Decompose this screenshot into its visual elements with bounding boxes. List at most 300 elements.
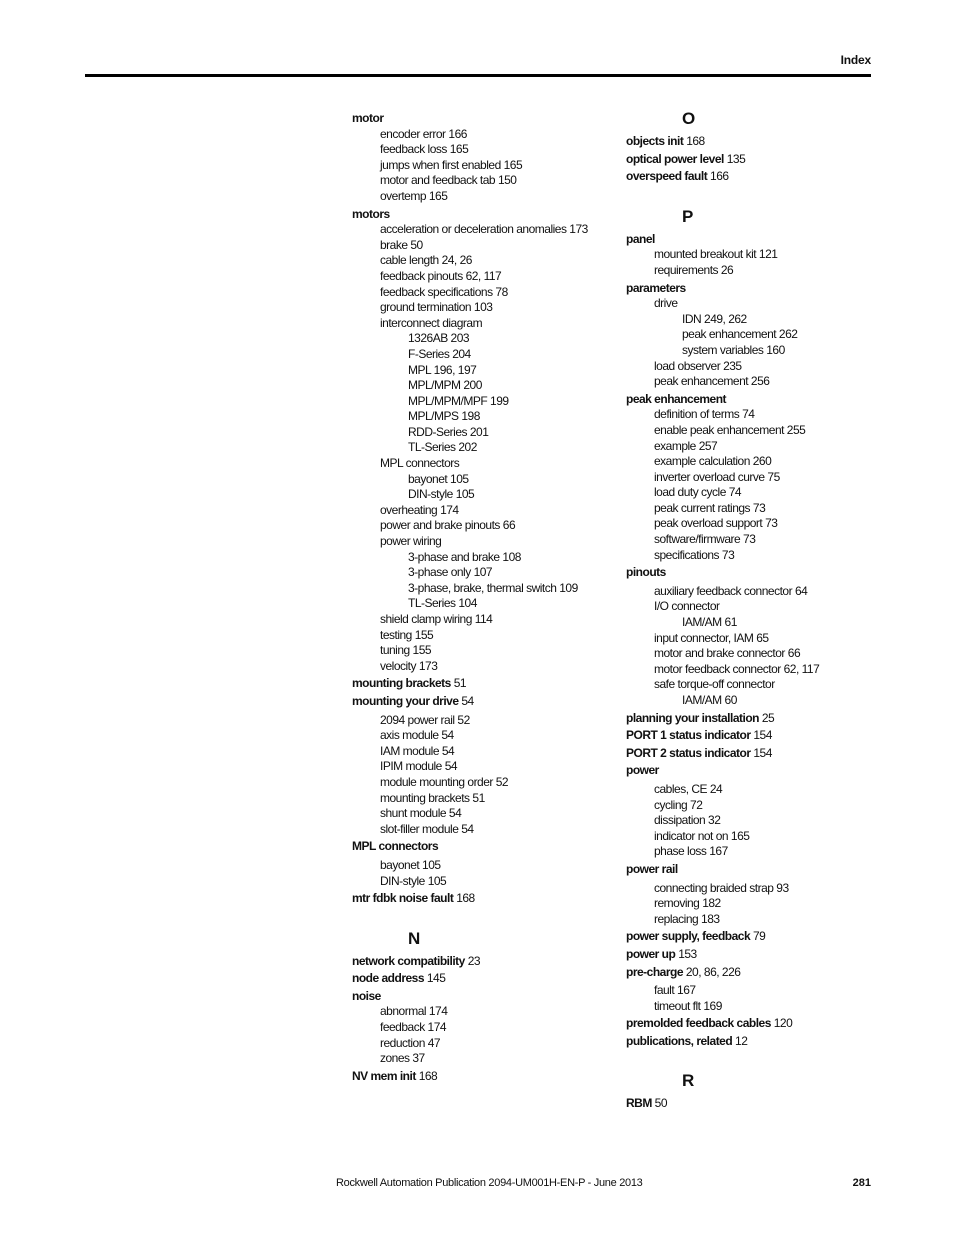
index-page-refs[interactable]: 50 (654, 1096, 668, 1111)
index-page-refs[interactable]: 174 (440, 502, 459, 517)
index-page-refs[interactable]: 74 (728, 485, 742, 500)
index-page-refs[interactable]: 93 (776, 880, 789, 895)
index-page-refs[interactable]: 166 (448, 126, 467, 141)
index-term: pinouts (626, 565, 666, 580)
index-page-refs[interactable]: 105 (427, 873, 447, 888)
index-page-refs[interactable]: 103 (473, 300, 493, 315)
index-term: encoder error (380, 126, 446, 141)
index-term: software/firmware (654, 532, 741, 547)
index-entry (626, 232, 888, 248)
index-term: bayonet (408, 471, 448, 486)
index-page-refs[interactable]: 255 (786, 422, 806, 437)
index-subentry (626, 615, 888, 631)
index-page-refs[interactable]: 50 (410, 237, 423, 252)
index-page-refs[interactable]: 26 (720, 262, 734, 277)
index-subentry (626, 631, 888, 647)
index-entry (626, 862, 888, 878)
index-term: mounting brackets (380, 790, 470, 805)
index-subentry (626, 454, 888, 470)
index-page-refs[interactable]: 107 (473, 565, 493, 580)
index-subentry (352, 238, 614, 254)
index-subentry (626, 359, 888, 375)
header-rule (85, 74, 871, 77)
index-entry (352, 839, 614, 855)
index-term: inverter overload curve (654, 469, 765, 484)
index-page-refs[interactable]: 120 (773, 1016, 793, 1031)
index-term: motor (352, 111, 384, 125)
index-term: publications, related (626, 1033, 733, 1048)
index-entry (352, 694, 614, 710)
index-term: bayonet (380, 857, 420, 872)
index-subentry (352, 1051, 614, 1067)
index-page-refs[interactable]: 54 (461, 693, 474, 708)
index-subentry (626, 798, 888, 814)
index-subentry (352, 1020, 614, 1036)
index-page-refs[interactable]: 168 (418, 1068, 438, 1083)
index-subentry (352, 503, 614, 519)
index-page-refs[interactable]: 60 (724, 693, 737, 707)
index-subentry (352, 759, 614, 775)
index-page-refs[interactable]: 167 (677, 983, 696, 998)
index-term: definition of terms (654, 407, 740, 422)
index-term: drive (654, 296, 678, 311)
index-subentry (352, 822, 614, 838)
index-term: I/O connector (654, 599, 720, 614)
index-term: overtemp (380, 188, 427, 203)
index-page-refs[interactable]: 73 (752, 500, 766, 515)
index-page-refs[interactable]: 235 (723, 358, 742, 373)
index-term: dissipation (654, 813, 706, 828)
index-subentry (626, 813, 888, 829)
index-entry (626, 1016, 888, 1032)
index-subentry (626, 296, 888, 312)
index-term: power rail (626, 861, 678, 876)
index-page-refs[interactable]: 54 (441, 743, 455, 758)
index-term: RBM (626, 1096, 652, 1111)
index-subentry (352, 173, 614, 189)
index-page-refs[interactable]: 165 (449, 142, 469, 157)
index-term: peak overload support (654, 516, 763, 531)
index-term: safe torque-off connector (654, 677, 775, 692)
index-entry (626, 929, 888, 945)
index-subentry (626, 912, 888, 928)
index-page-refs[interactable]: 24 (709, 781, 723, 796)
index-term: ground termination (380, 300, 472, 315)
index-page-refs[interactable]: 160 (766, 342, 785, 357)
index-column-left (352, 109, 614, 1084)
index-term: fault (654, 983, 675, 998)
index-subentry (626, 439, 888, 455)
index-page-refs[interactable]: 73 (721, 547, 735, 562)
index-subentry (626, 374, 888, 390)
index-term: peak enhancement (654, 374, 749, 389)
index-term: DIN-style (408, 487, 453, 502)
index-term: interconnect diagram (380, 315, 483, 330)
index-term: mtr fdbk noise fault (352, 891, 454, 906)
index-page-refs[interactable]: 155 (412, 643, 432, 658)
index-term: MPL/MPS (408, 409, 459, 424)
index-term: parameters (626, 280, 686, 295)
index-page-refs[interactable]: 12 (735, 1033, 748, 1048)
index-term: overspeed fault (626, 169, 708, 184)
index-term: IPIM module (380, 759, 442, 774)
index-term: timeout flt (654, 998, 701, 1013)
index-page-refs[interactable]: 64 (794, 583, 808, 598)
index-term: brake (380, 237, 408, 252)
index-page-refs[interactable]: 47 (427, 1035, 441, 1050)
index-term: zones (380, 1051, 410, 1066)
index-subentry (352, 347, 614, 363)
index-entry (626, 134, 888, 150)
index-term: MPL connectors (352, 839, 439, 854)
index-page-refs[interactable]: 65 (756, 630, 769, 645)
index-subentry (626, 470, 888, 486)
index-page-refs[interactable]: 200 (463, 378, 482, 393)
index-entry (626, 728, 888, 744)
index-page-refs[interactable]: 169 (703, 998, 722, 1013)
index-term: feedback pinouts (380, 268, 463, 283)
index-term: network compatibility (352, 953, 465, 968)
index-entry (352, 676, 614, 692)
index-page-refs[interactable]: 23 (467, 953, 481, 968)
index-entry (626, 947, 888, 963)
index-entry (352, 1069, 614, 1085)
index-subentry (352, 565, 614, 581)
index-subentry (352, 440, 614, 456)
index-term: load duty cycle (654, 485, 726, 500)
index-subentry (352, 643, 614, 659)
index-page-refs[interactable]: 20, 86, 226 (685, 964, 741, 979)
index-entry (352, 891, 614, 907)
index-entry (626, 1096, 888, 1112)
index-term: overheating (380, 502, 438, 517)
index-subentry (352, 791, 614, 807)
index-term: 3-phase and brake (408, 549, 500, 564)
index-entry (352, 111, 614, 127)
index-page-refs[interactable]: 154 (753, 745, 772, 760)
index-term: motor and brake connector (654, 646, 785, 661)
index-term: RDD-Series (408, 424, 468, 439)
index-page-refs[interactable]: 66 (787, 646, 801, 661)
index-entry (626, 169, 888, 185)
index-subentry (626, 646, 888, 662)
index-subentry (626, 485, 888, 501)
index-subentry (626, 312, 888, 328)
index-subentry (352, 472, 614, 488)
index-page-refs[interactable]: 72 (690, 797, 703, 812)
index-page-refs[interactable]: 105 (450, 471, 469, 486)
index-term: tuning (380, 643, 410, 658)
index-subentry (352, 1036, 614, 1052)
index-subentry (626, 247, 888, 263)
index-term: feedback loss (380, 142, 447, 157)
index-page-refs[interactable]: 121 (758, 247, 778, 262)
index-term: system variables (682, 342, 764, 357)
page-number: 281 (852, 1177, 871, 1189)
index-term: specifications (654, 547, 720, 562)
index-term: feedback (380, 1020, 425, 1035)
index-subentry (626, 327, 888, 343)
index-page-refs[interactable]: 54 (461, 821, 474, 836)
index-term: 3-phase only (408, 565, 471, 580)
index-term: IAM/AM (682, 615, 722, 630)
index-term: peak enhancement (626, 391, 727, 406)
index-page-refs[interactable]: 104 (458, 596, 477, 611)
index-page-refs[interactable]: 79 (753, 929, 766, 944)
index-page-refs[interactable]: 135 (726, 151, 746, 166)
index-page-refs[interactable]: 154 (753, 728, 772, 743)
index-page-refs[interactable]: 203 (450, 331, 470, 346)
index-page-refs[interactable]: 73 (765, 516, 778, 531)
index-page-refs[interactable]: 262 (778, 327, 798, 342)
index-column-right (626, 109, 888, 1112)
index-letter-heading: R (682, 1071, 694, 1091)
index-page-refs[interactable]: 114 (474, 612, 493, 626)
index-subentry (626, 343, 888, 359)
index-term: TL-Series (408, 440, 456, 455)
index-term: shield clamp wiring (380, 612, 472, 626)
index-subentry (626, 423, 888, 439)
index-subentry (626, 516, 888, 532)
index-subentry (626, 548, 888, 564)
index-subentry (352, 158, 614, 174)
index-page-refs[interactable]: 183 (701, 911, 720, 926)
index-term: planning your installation (626, 710, 760, 725)
index-term: example (654, 438, 696, 453)
index-entry (626, 711, 888, 727)
index-term: node address (352, 971, 425, 986)
index-subentry (352, 269, 614, 285)
index-term: IAM/AM (682, 693, 722, 707)
index-term: MPL (408, 362, 431, 377)
index-page-refs[interactable]: 52 (495, 774, 509, 789)
index-term: peak current ratings (654, 500, 751, 515)
index-subentry (626, 407, 888, 423)
index-subentry (626, 677, 888, 693)
index-subentry (352, 285, 614, 301)
index-term: PORT 2 status indicator (626, 745, 751, 760)
index-term: cycling (654, 797, 688, 812)
index-subentry (626, 263, 888, 279)
index-subentry (352, 253, 614, 269)
index-page-refs[interactable]: 174 (427, 1020, 447, 1035)
index-subentry (352, 534, 614, 550)
index-subentry (352, 316, 614, 332)
index-subentry (352, 744, 614, 760)
index-subentry (352, 127, 614, 143)
index-page-refs[interactable]: 257 (698, 438, 718, 453)
index-page-refs[interactable]: 108 (502, 549, 521, 564)
index-page-refs[interactable]: 109 (559, 580, 578, 595)
index-page-refs[interactable]: 66 (502, 518, 516, 533)
index-letter-heading: N (408, 928, 420, 948)
index-entry (626, 763, 888, 779)
index-page-refs[interactable]: 105 (422, 857, 441, 872)
index-subentry (352, 456, 614, 472)
index-page-refs[interactable]: 52 (457, 712, 470, 727)
index-subentry (352, 222, 614, 238)
index-page-refs[interactable]: 168 (686, 134, 705, 148)
index-page-refs[interactable]: 153 (678, 946, 697, 961)
index-term: requirements (654, 262, 719, 277)
index-subentry (626, 662, 888, 678)
index-subentry (352, 628, 614, 644)
index-letter-heading: O (682, 109, 695, 128)
index-term: 1326AB (408, 331, 448, 346)
index-term: 2094 power rail (380, 712, 455, 727)
index-subentry (352, 874, 614, 890)
index-entry (626, 746, 888, 762)
index-page-refs[interactable]: 165 (428, 188, 448, 203)
index-entry (352, 989, 614, 1005)
index-term: panel (626, 231, 655, 246)
index-term: premolded feedback cables (626, 1016, 771, 1031)
index-term: cables, CE (654, 781, 708, 796)
index-page-refs[interactable]: 62, 117 (465, 268, 502, 283)
index-term: optical power level (626, 151, 724, 166)
index-subentry (352, 713, 614, 729)
index-page-refs[interactable]: 174 (428, 1004, 448, 1019)
index-subentry (626, 501, 888, 517)
index-page-refs[interactable]: 78 (495, 284, 508, 299)
index-term: axis module (380, 728, 439, 743)
index-term: power supply, feedback (626, 929, 751, 944)
index-subentry (626, 844, 888, 860)
index-subentry (352, 363, 614, 379)
index-page-refs[interactable]: 202 (458, 440, 477, 455)
index-term: feedback specifications (380, 284, 493, 299)
index-subentry (352, 487, 614, 503)
index-page-refs[interactable]: 167 (709, 844, 728, 859)
index-page-refs[interactable]: 25 (761, 710, 775, 725)
index-subentry (352, 518, 614, 534)
index-page-refs[interactable]: 73 (743, 532, 756, 547)
index-term: abnormal (380, 1004, 427, 1019)
index-term: F-Series (408, 346, 450, 361)
index-term: acceleration or deceleration anomalies (380, 222, 567, 237)
index-term: phase loss (654, 844, 707, 859)
index-page-refs[interactable]: 75 (767, 469, 780, 484)
index-page-refs[interactable]: 37 (412, 1051, 425, 1066)
index-subentry (626, 693, 888, 709)
index-page-refs[interactable]: 51 (472, 790, 485, 805)
index-term: objects init (626, 134, 684, 148)
index-term: MPL/MPM (408, 378, 461, 393)
index-term: replacing (654, 911, 699, 926)
index-term: cable length (380, 253, 439, 268)
index-page-refs[interactable]: 173 (569, 222, 588, 237)
index-page-refs[interactable]: 54 (448, 806, 462, 821)
index-term: power wiring (380, 534, 442, 549)
index-term: noise (352, 988, 381, 1003)
index-term: mounted breakout kit (654, 247, 757, 262)
index-subentry (626, 896, 888, 912)
index-page-refs[interactable]: 196, 197 (433, 362, 477, 377)
index-term: motors (352, 206, 390, 221)
index-term: indicator not on (654, 828, 729, 843)
index-page-refs[interactable]: 51 (453, 676, 467, 691)
index-subentry (626, 782, 888, 798)
index-term: removing (654, 896, 700, 911)
index-term: input connector, IAM (654, 630, 754, 645)
index-term: jumps when first enabled (380, 157, 501, 172)
index-subentry (626, 983, 888, 999)
index-page-refs[interactable]: 155 (414, 627, 434, 642)
index-subentry (352, 1004, 614, 1020)
index-term: TL-Series (408, 596, 456, 611)
index-subentry (626, 829, 888, 845)
index-term: peak enhancement (682, 327, 777, 342)
index-page-refs[interactable]: 24, 26 (441, 253, 472, 268)
index-page-refs[interactable]: 145 (426, 971, 446, 986)
index-term: MPL connectors (380, 456, 460, 471)
index-page-refs[interactable]: 54 (444, 759, 458, 774)
index-page-refs[interactable]: 166 (710, 169, 729, 184)
index-page-refs[interactable]: 201 (469, 424, 489, 439)
index-subentry (626, 532, 888, 548)
index-page-refs[interactable]: 165 (730, 828, 750, 843)
index-subentry (352, 550, 614, 566)
index-page-refs[interactable]: 54 (441, 728, 454, 743)
index-page-refs[interactable]: 256 (750, 374, 770, 389)
index-subentry (626, 881, 888, 897)
index-page-refs[interactable]: 204 (452, 346, 471, 361)
index-page-refs[interactable]: 199 (490, 393, 509, 408)
index-entry (626, 1034, 888, 1050)
index-term: IDN (682, 311, 702, 326)
index-subentry (626, 599, 888, 615)
index-subentry (352, 581, 614, 597)
index-term: auxiliary feedback connector (654, 583, 793, 598)
index-term: DIN-style (380, 873, 425, 888)
index-page-refs[interactable]: 32 (708, 813, 721, 828)
index-term: shunt module (380, 806, 447, 821)
index-entry (626, 152, 888, 168)
index-subentry (352, 300, 614, 316)
index-subentry (626, 584, 888, 600)
index-term: power up (626, 946, 676, 961)
index-letter-heading: P (682, 206, 693, 226)
index-subentry (352, 331, 614, 347)
index-term: pre-charge (626, 964, 684, 979)
index-term: slot-filler module (380, 821, 459, 836)
index-subentry (352, 142, 614, 158)
index-page-refs[interactable]: 74 (742, 407, 755, 422)
footer-publication: Rockwell Automation Publication 2094-UM001H-EN-P - June 2013 (336, 1177, 643, 1189)
index-subentry (352, 189, 614, 205)
index-page-refs[interactable]: 173 (418, 658, 438, 673)
index-term: NV mem init (352, 1068, 416, 1083)
index-page-refs[interactable]: 182 (702, 896, 721, 911)
index-page-refs[interactable]: 150 (497, 173, 517, 188)
index-subentry (352, 806, 614, 822)
index-page-refs[interactable]: 62, 117 (783, 661, 820, 676)
index-page-refs[interactable]: 165 (503, 157, 523, 172)
index-page-refs[interactable]: 168 (456, 891, 475, 906)
index-entry (626, 281, 888, 297)
index-subentry (352, 409, 614, 425)
index-term: velocity (380, 658, 417, 673)
index-term: MPL/MPM/MPF (408, 393, 488, 408)
index-term: motor and feedback tab (380, 173, 496, 188)
index-page-refs[interactable]: 260 (752, 454, 772, 469)
index-page-refs[interactable]: 61 (724, 615, 737, 630)
index-subentry (352, 728, 614, 744)
index-page-refs[interactable]: 249, 262 (704, 311, 747, 326)
index-page-refs[interactable]: 198 (461, 409, 480, 424)
index-page-refs[interactable]: 105 (455, 487, 475, 502)
index-term: power and brake pinouts (380, 518, 500, 533)
